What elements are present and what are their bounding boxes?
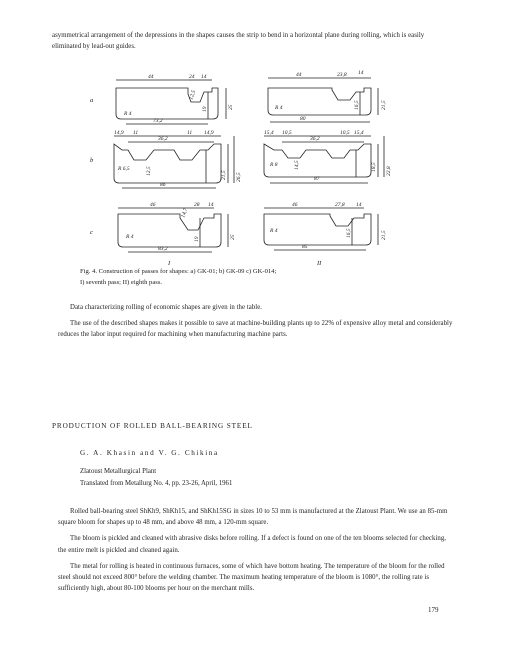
dimension-label: 73,2 — [153, 118, 163, 124]
column-label-eighth: II — [317, 260, 322, 267]
row-label-a: a — [90, 97, 94, 104]
dimension-label: 14 — [356, 202, 362, 208]
shape-a-seventh-pass — [116, 73, 234, 124]
dimension-label: 14,9 — [114, 130, 124, 136]
dimension-label: 21,5 — [381, 230, 387, 240]
authors: G. A. Khasin and V. G. Chikina — [80, 449, 219, 457]
caption-line-2: I) seventh pass; II) eighth pass. — [80, 278, 163, 286]
figure-caption — [80, 267, 410, 288]
paragraph: The metal for rolling is heated in continuous furnaces, some of which have bottom heating. The temperature of the bloom for the rolled steel should not exceed 800° before the welding chamber. The maximum heating temperature of the bloom is 1080°, the rolling rate is sufficiently high, about 80-100 blooms per hour on the merchant mills. — [58, 562, 445, 593]
dimension-label: 46 — [292, 202, 298, 208]
dimension-label: R 4 — [270, 228, 278, 234]
dimension-label: 14,7 — [180, 207, 190, 219]
paragraph: The bloom is pickled and cleaned with abrasive disks before rolling. If a defect is found on one of the ten blooms selected for checking, the entire melt is pickled and cleaned again. — [58, 535, 447, 554]
affiliation-block — [80, 466, 232, 489]
paragraph: Rolled ball-bearing steel ShKh9, ShKh15, and ShKh15SG in sizes 10 to 53 mm is manufactured at the Zlatoust Plant. We use an 85-mm square bloom for shapes up to 48 mm, and above 48 mm, a 120-mm square. — [58, 508, 448, 527]
dimension-label: 14 — [208, 202, 214, 208]
body-section-2 — [58, 506, 454, 599]
dimension-label: 23,8 — [337, 72, 347, 78]
dimension-label: 10,5 — [340, 130, 350, 136]
dimension-label: 19 — [194, 236, 200, 242]
intro-paragraph — [52, 30, 452, 52]
shape-a-eighth-pass — [268, 69, 387, 122]
dimension-label: 12,5 — [188, 89, 198, 101]
shape-c-seventh-pass — [118, 201, 236, 252]
page-number: 179 — [428, 606, 439, 614]
dimension-label: R 6,5 — [118, 166, 130, 172]
dimension-label: 28 — [194, 202, 200, 208]
dimension-label: 36,2 — [158, 136, 168, 142]
dimension-label: 36,2 — [310, 136, 320, 142]
dimension-label: 14,5 — [294, 160, 300, 170]
paragraph: The use of the described shapes makes it possible to save at machine-building plants up to 22% of expensive alloy metal and considerably reduces the labor input required for machining when manufacturing machine parts. — [58, 320, 453, 339]
dimension-label: 14,9 — [204, 130, 214, 136]
dimension-label: 22,8 — [386, 166, 392, 176]
shape-b-seventh-pass — [114, 129, 242, 188]
dimension-label: 26,5 — [236, 172, 242, 182]
affiliation: Zlatoust Metallurgical Plant — [80, 468, 157, 475]
dimension-label: 14 — [201, 74, 207, 80]
dimension-label: 87 — [314, 176, 320, 182]
dimension-label: 11 — [187, 130, 193, 136]
translation-note: Translated from Metallurg No. 4, pp. 23-26, April, 1961 — [80, 479, 233, 487]
dimension-label: 14 — [358, 70, 364, 76]
dimension-label: 85 — [302, 244, 308, 250]
dimension-label: 19 — [202, 106, 208, 112]
body-section-1 — [58, 302, 454, 346]
dimension-label: 11 — [133, 130, 139, 136]
paragraph: Data characterizing rolling of economic shapes are given in the table. — [70, 304, 263, 311]
column-label-seventh: I — [168, 260, 171, 267]
dimension-label: 16,5 — [346, 228, 352, 238]
dimension-label: R 8 — [270, 162, 278, 168]
dimension-label: 46 — [150, 202, 156, 208]
dimension-label: R 4 — [126, 234, 134, 240]
dimension-label: 86 — [160, 182, 166, 188]
row-label-b: b — [90, 157, 94, 164]
shape-b-eighth-pass — [264, 129, 392, 183]
row-label-c: c — [90, 229, 93, 236]
dimension-label: 21,5 — [381, 100, 387, 110]
dimension-label: 25 — [228, 104, 234, 110]
dimension-label: 10,5 — [282, 130, 292, 136]
dimension-label: R 4 — [124, 111, 132, 117]
figure-4 — [88, 66, 408, 276]
caption-line-1: Fig. 4. Construction of passes for shapes: a) GK-01; b) GK-09 c) GK-014; — [80, 268, 277, 275]
dimension-label: 83,2 — [158, 246, 168, 252]
dimension-label: 21,5 — [221, 170, 227, 180]
section-title: PRODUCTION OF ROLLED BALL-BEARING STEEL — [52, 422, 253, 430]
dimension-label: 44 — [148, 74, 154, 80]
dimension-label: 15,4 — [264, 130, 274, 136]
dimension-label: 24 — [189, 74, 195, 80]
dimension-label: 16,5 — [354, 100, 360, 110]
dimension-label: 27,8 — [335, 202, 345, 208]
dimension-label: 25 — [230, 234, 236, 240]
dimension-label: R 4 — [275, 105, 283, 111]
dimension-label: 44 — [296, 72, 302, 78]
dimension-label: 15,4 — [354, 130, 364, 136]
dimension-label: 80 — [300, 116, 306, 122]
shape-c-eighth-pass — [264, 201, 387, 250]
dimension-label: 12,5 — [146, 166, 152, 176]
dimension-label: 18,5 — [371, 162, 377, 172]
intro-text: asymmetrical arrangement of the depressions in the shapes causes the strip to bend in a horizontal plane during rolling, which is easily eliminated by lead-out guides. — [52, 32, 425, 51]
